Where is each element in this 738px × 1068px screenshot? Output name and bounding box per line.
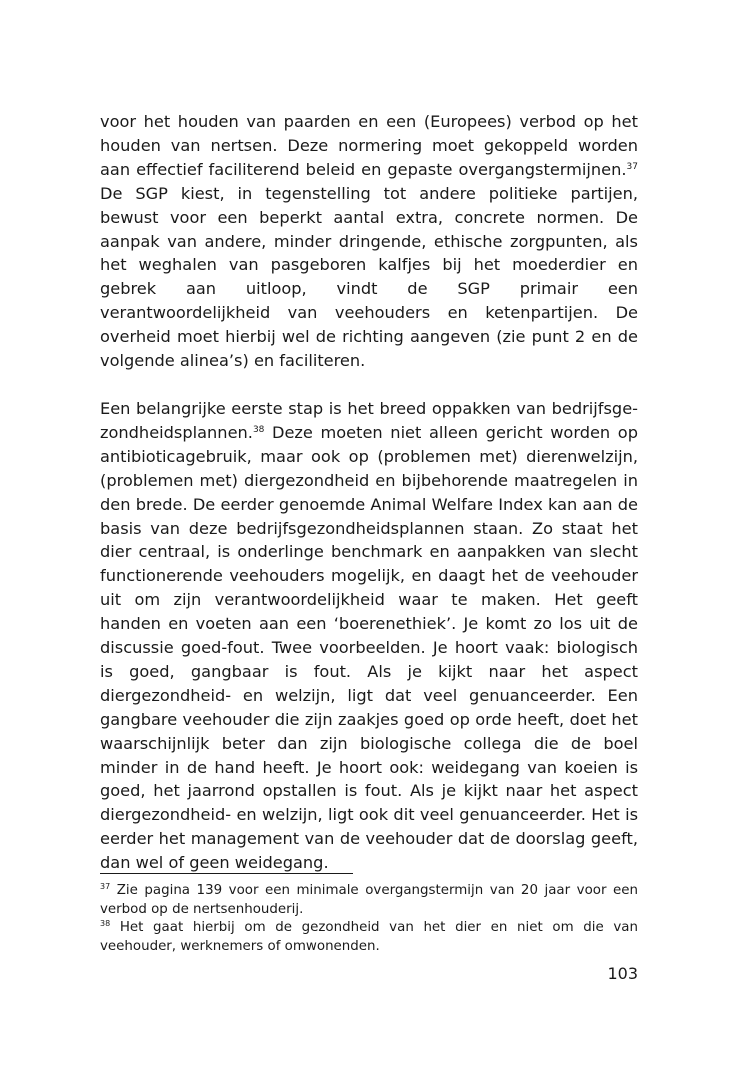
paragraph-1-text-b: De SGP kiest, in tegenstelling tot andere politieke partijen, bewust voor een beperkt aantal extra, concrete normen. De aanpak van andere, minder dringende, ethische zorgpunten, als het weghalen van pasgeboren kalfjes bij het moederdier en gebrek aan uitloop, vindt de SGP primair een verantwoordelijkheid van veehouders en ketenpartijen. De overheid moet hierbij wel de richting aangeven (zie punt 2 en de volgende alinea’s) en faciliteren. xyxy=(100,183,638,371)
footnote-37 xyxy=(100,882,638,919)
paragraph-2-text-a: Een belangrijke eerste stap is het breed oppakken van bedrijfsgezondheidsplannen. xyxy=(100,398,638,442)
footnote-text-37: Zie pagina 139 voor een minimale overgangstermijn van 20 jaar voor een verbod op de nertsenhouderij. xyxy=(100,883,638,917)
footnotes xyxy=(100,882,638,956)
footnote-number-37: 37 xyxy=(100,882,111,891)
paragraph-2-text-b: Deze moeten niet alleen gericht worden op antibioticagebruik, maar ook op (problemen met) dierenwelzijn, (problemen met) diergezondheid en bijbehorende maatregelen in den brede. De eerder genoemde Animal Welfare Index kan aan de basis van deze bedrijfsgezondheidsplannen staan. Zo staat het dier centraal, is onderlinge benchmark en aanpakken van slecht functionerende veehouders mogelijk, en daagt het de veehouder uit om zijn verantwoordelijkheid waar te maken. Het geeft handen en voeten aan een ‘boerenethiek’. Je komt zo los uit de discussie goed-fout. Twee voorbeelden. Je hoort vaak: biologisch is goed, gangbaar is fout. Als je kijkt naar het aspect diergezondheid- en welzijn, ligt dat veel genuanceerder. Een gangbare veehouder die zijn zaakjes goed op orde heeft, doet het waarschijnlijk beter dan zijn biologische collega die de boel minder in de hand heeft. Je hoort ook: weidegang van koeien is goed, het jaarrond opstallen is fout. Als je kijkt naar het aspect diergezondheid- en welzijn, ligt ook dit veel genuanceerder. Het is eerder het management van de veehouder dat de doorslag geeft, dan wel of geen weidegang. xyxy=(100,422,638,873)
footnote-divider xyxy=(100,873,353,874)
footnote-ref-38[interactable]: 38 xyxy=(252,424,265,435)
paragraph-1 xyxy=(100,110,638,373)
footnote-number-38: 38 xyxy=(100,919,111,929)
page-body xyxy=(100,110,638,875)
footnote-ref-37[interactable]: 37 xyxy=(626,161,638,172)
footnote-38 xyxy=(100,919,638,956)
paragraph-1-text-a: voor het houden van paarden en een (Europees) verbod op het houden van nertsen. Deze normering moet gekoppeld worden aan effectief faciliterend beleid en gepaste overgangstermijnen. xyxy=(100,112,638,179)
page-number: 103 xyxy=(607,964,638,983)
paragraph-2 xyxy=(100,397,638,875)
footnote-text-38: Het gaat hierbij om de gezondheid van het dier en niet om die van veehouder, werknemers of omwonenden. xyxy=(100,920,638,954)
